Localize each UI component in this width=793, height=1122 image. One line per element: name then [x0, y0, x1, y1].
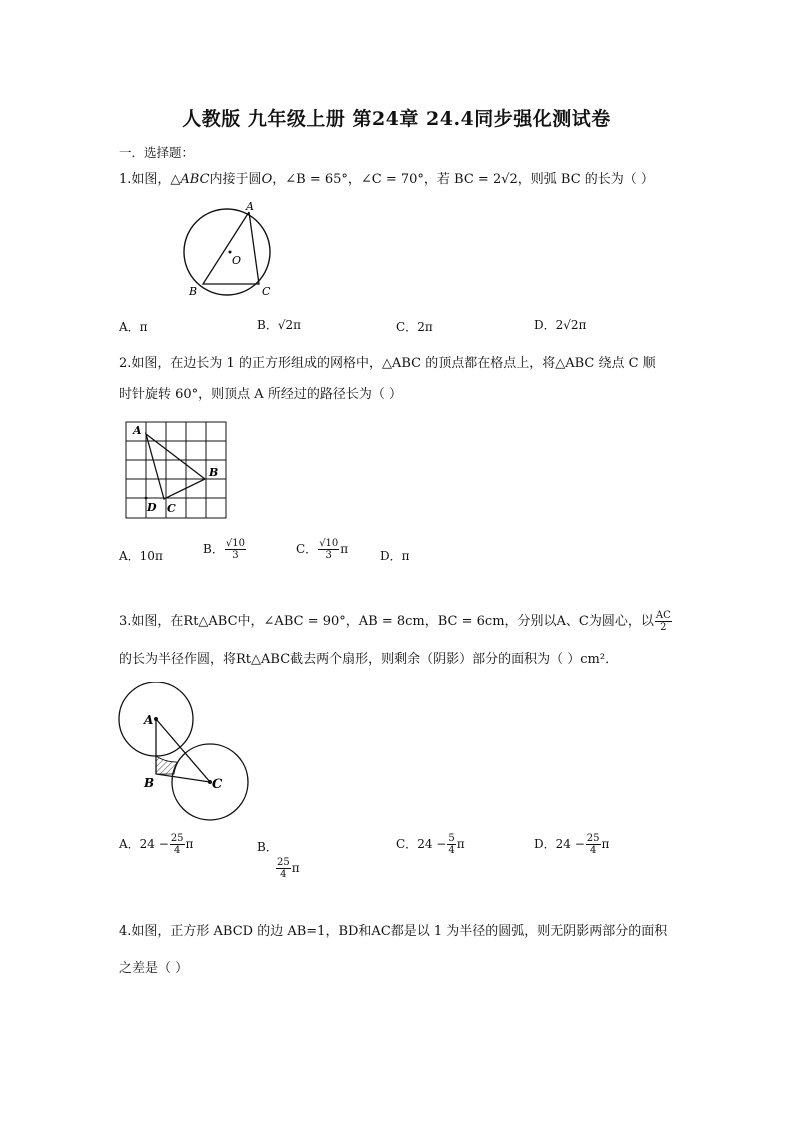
section-heading: 一．选择题：: [119, 145, 195, 160]
q1-circle-figure: [180, 200, 280, 300]
fraction-denominator: 4: [448, 845, 455, 856]
option-key: B．: [257, 318, 278, 332]
q3-option-b[interactable]: [257, 838, 300, 880]
option-text: 2π: [417, 320, 433, 334]
option-key: D．: [534, 837, 556, 851]
q1-stem-c: 若 BC = 2√2，则弧 BC 的长为（ ）: [436, 172, 654, 187]
q2-label-b: B: [209, 466, 219, 479]
option-fraction: [586, 833, 601, 856]
q3-shaded-region: [156, 756, 178, 774]
option-suffix: π: [340, 542, 349, 556]
question-4-line-1: 4.如图，正方形 ABCD 的边 AB=1，BD和AC都是以 1 为半径的圆弧，则无阴影两部分的面积: [119, 924, 668, 939]
option-suffix: π: [291, 861, 300, 875]
option-suffix: π: [456, 837, 465, 851]
q3-option-a[interactable]: [119, 833, 193, 856]
q3-radius-fraction: [655, 610, 672, 633]
option-suffix: π: [185, 837, 194, 851]
q3-line-1-text: 3.如图，在Rt△ABC中，∠ABC = 90°，AB = 8cm，BC = 6cm，分别以A、C为圆心，以: [119, 614, 654, 629]
question-3-line-2: 的长为半径作圆，将Rt△ABC截去两个扇形，则剩余（阴影）部分的面积为（ ）cm²．: [119, 652, 619, 667]
fraction-denominator: 2: [660, 622, 667, 633]
q3-option-b-value: [275, 857, 300, 880]
q1-angles: ，∠B = 65°，∠C = 70°，: [272, 172, 437, 187]
question-4-line-2: 之差是（ ）: [119, 961, 189, 976]
option-key: B．: [257, 840, 278, 854]
q3-label-c: C: [212, 777, 223, 792]
question-2-line-2: 时针旋转 60°，则顶点 A 所经过的路径长为（ ）: [119, 387, 402, 402]
q2-option-b[interactable]: [203, 538, 247, 561]
q2-grid-figure: [120, 418, 230, 524]
fraction-denominator: 4: [173, 845, 181, 856]
fraction-numerator: 5: [448, 833, 455, 844]
q2-option-c[interactable]: [296, 538, 348, 561]
q1-option-c[interactable]: [396, 318, 433, 335]
fraction-denominator: 3: [232, 550, 239, 561]
fraction-numerator: √10: [319, 538, 339, 549]
question-3-line-1: [119, 610, 673, 633]
fraction-numerator: 25: [277, 857, 290, 868]
option-key: D．: [534, 318, 556, 332]
fraction-denominator: 3: [325, 550, 332, 561]
option-fraction: [318, 538, 339, 561]
q1-center: O: [261, 172, 273, 187]
option-text: 2√2π: [555, 318, 587, 332]
option-key: C．: [396, 837, 418, 851]
q2-label-d: D: [147, 501, 157, 514]
option-text: √2π: [277, 318, 301, 332]
option-suffix: π: [601, 837, 610, 851]
q1-label-o: O: [232, 254, 242, 267]
page-title: 人教版 九年级上册 第24章 24.4同步强化测试卷: [182, 108, 611, 130]
fraction-numerator: 25: [586, 833, 600, 844]
option-fraction: [447, 833, 455, 856]
question-2-line-1: 2.如图，在边长为 1 的正方形组成的网格中，△ABC 的顶点都在格点上，将△ABC 绕点 C 顺: [119, 356, 656, 371]
q3-option-d[interactable]: [534, 833, 609, 856]
q1-triangle-abc: [203, 212, 259, 284]
option-key: B．: [203, 542, 224, 556]
fraction-denominator: 4: [589, 845, 597, 856]
q1-option-a[interactable]: [119, 318, 148, 335]
option-fraction: [170, 833, 185, 856]
option-key: D．: [380, 549, 402, 563]
q1-label-c: C: [262, 285, 271, 298]
option-prefix: 24 −: [139, 837, 169, 851]
option-fraction: [225, 538, 246, 561]
option-text: π: [139, 320, 148, 334]
option-key: A．: [119, 549, 140, 563]
q1-stem-b: 内接于圆: [209, 172, 262, 187]
q2-option-d[interactable]: [380, 547, 410, 564]
q3-circles-figure: [116, 682, 256, 822]
option-key: C．: [396, 320, 418, 334]
q1-label-a: A: [246, 200, 254, 213]
q1-label-b: B: [189, 285, 198, 298]
q2-point-d: [145, 497, 148, 500]
option-key: A．: [119, 837, 140, 851]
q3-label-a: A: [144, 713, 154, 727]
q3-point-a: [154, 717, 158, 721]
q1-stem-a: 1.如图，: [119, 172, 171, 187]
q2-triangle-abc: [146, 434, 205, 499]
fraction-numerator: AC: [655, 610, 671, 621]
option-prefix: 24 −: [417, 837, 447, 851]
option-text: π: [401, 549, 410, 563]
q2-label-a: A: [133, 424, 142, 437]
option-prefix: 24 −: [555, 837, 585, 851]
option-key: A．: [119, 320, 140, 334]
option-text: 10π: [139, 549, 163, 563]
q1-option-b[interactable]: [257, 316, 301, 333]
fraction-numerator: √10: [225, 538, 245, 549]
q3-option-c[interactable]: [396, 833, 465, 856]
q2-option-a[interactable]: [119, 547, 163, 564]
fraction-numerator: 25: [170, 833, 184, 844]
q1-triangle: △ABC: [170, 172, 210, 187]
option-key: C．: [296, 542, 318, 556]
q1-circumcircle: [184, 209, 270, 295]
fraction-denominator: 4: [280, 869, 287, 880]
option-fraction: [276, 857, 291, 880]
q1-option-d[interactable]: [534, 316, 586, 333]
question-1-stem: [119, 168, 654, 187]
q3-label-b: B: [144, 776, 155, 790]
q2-label-c: C: [167, 502, 176, 515]
